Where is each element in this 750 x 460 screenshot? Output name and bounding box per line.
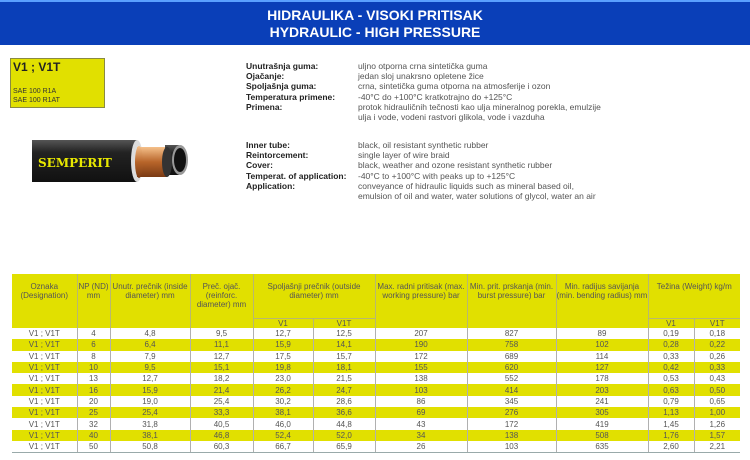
- table-cell: 11,1: [190, 339, 253, 350]
- table-cell: 6: [77, 339, 110, 350]
- table-cell: 155: [375, 362, 467, 373]
- table-cell: V1 ; V1T: [28, 329, 60, 339]
- col-weight: Težina (Weight) kg/m: [648, 274, 740, 318]
- spec-label: Reintorcement:: [246, 150, 309, 161]
- table-cell: 0,18: [694, 328, 740, 339]
- spec-label: Temperatura primene:: [246, 91, 336, 102]
- table-cell: 34: [375, 430, 467, 441]
- table-cell: 190: [375, 339, 467, 350]
- table-cell: 635: [556, 441, 648, 453]
- table-cell: 13: [77, 373, 110, 384]
- table-row: [12, 418, 740, 429]
- table-cell: 1,13: [648, 407, 694, 418]
- table-cell: 60,3: [190, 441, 253, 453]
- col-outside-diameter: Spoljašnji prečnik (outside diameter) mm: [253, 274, 375, 318]
- table-cell: 24,7: [313, 384, 375, 395]
- table-cell: 103: [375, 384, 467, 395]
- spec-row: [246, 61, 608, 71]
- table-cell: 38,1: [110, 430, 190, 441]
- spec-row: [246, 140, 608, 150]
- table-cell: 758: [467, 339, 556, 350]
- spec-value: uljno otporna crna sintetička guma: [358, 61, 488, 71]
- table-cell: 12,7: [190, 351, 253, 362]
- table-cell: 50: [77, 441, 110, 453]
- table-cell: 69: [375, 407, 467, 418]
- table-cell: 0,43: [694, 373, 740, 384]
- title-serbian: HIDRAULIKA - VISOKI PRITISAK: [267, 7, 483, 23]
- table-cell: V1 ; V1T: [28, 396, 60, 406]
- spec-row: [246, 71, 608, 81]
- table-cell: 689: [467, 351, 556, 362]
- table-cell: 25,4: [190, 396, 253, 407]
- table-cell: 127: [556, 362, 648, 373]
- table-cell: 0,26: [694, 351, 740, 362]
- subcol-od-v1: V1: [253, 318, 313, 328]
- table-cell: 12,7: [253, 328, 313, 339]
- table-cell: 12,7: [110, 373, 190, 384]
- table-cell: 10: [77, 362, 110, 373]
- table-cell: 276: [467, 407, 556, 418]
- table-cell: 419: [556, 418, 648, 429]
- table-cell: 305: [556, 407, 648, 418]
- table-cell: 43: [375, 418, 467, 429]
- table-cell: 241: [556, 396, 648, 407]
- table-cell: 89: [556, 328, 648, 339]
- table-cell: 15,9: [110, 384, 190, 395]
- table-cell: V1 ; V1T: [12, 384, 77, 395]
- table-cell: 414: [467, 384, 556, 395]
- table-cell: 102: [556, 339, 648, 350]
- table-cell: 0,65: [694, 396, 740, 407]
- subcol-weight-v1: V1: [648, 318, 694, 328]
- table-cell: 138: [375, 373, 467, 384]
- table-cell: 6,4: [110, 339, 190, 350]
- table-cell: 4: [77, 328, 110, 339]
- table-cell: 26,2: [253, 384, 313, 395]
- table-cell: 20: [77, 396, 110, 407]
- table-cell: 52,4: [253, 430, 313, 441]
- spec-row: [246, 92, 608, 102]
- table-row: [12, 328, 740, 339]
- table-cell: 15,9: [253, 339, 313, 350]
- spec-value: single layer of wire braid: [358, 150, 450, 161]
- col-min-bending-radius: Min. radijus savijanja (min. bending radius) mm: [556, 274, 648, 328]
- table-cell: V1 ; V1T: [12, 407, 77, 418]
- table-cell: 36,6: [313, 407, 375, 418]
- col-nominal-diameter: NP (ND) mm: [77, 274, 110, 328]
- table-cell: 1,57: [694, 430, 740, 441]
- table-cell: V1 ; V1T: [12, 430, 77, 441]
- table-cell: 4,8: [110, 328, 190, 339]
- table-cell: 0,33: [694, 362, 740, 373]
- table-cell: 44,8: [313, 418, 375, 429]
- table-cell: 620: [467, 362, 556, 373]
- table-cell: 9,5: [110, 362, 190, 373]
- table-cell: 1,45: [648, 418, 694, 429]
- table-cell: 19,8: [253, 362, 313, 373]
- spec-value: -40°C to +100°C with peaks up to +125°C: [358, 170, 516, 181]
- table-cell: 0,19: [648, 328, 694, 339]
- col-min-burst-pressure: Min. prit. prskanja (min. burst pressure) bar: [467, 274, 556, 328]
- table-cell: 114: [556, 351, 648, 362]
- subcol-od-v1t: V1T: [313, 318, 375, 328]
- table-cell: 2,60: [648, 441, 694, 453]
- table-cell: 65,9: [313, 441, 375, 453]
- table-cell: 552: [467, 373, 556, 384]
- table-cell: 46,8: [190, 430, 253, 441]
- table-cell: 21,4: [190, 384, 253, 395]
- standard: SAE 100 R1AT: [13, 97, 60, 104]
- table-cell: 0,53: [648, 373, 694, 384]
- spec-label: Inner tube:: [246, 140, 290, 150]
- table-cell: 46,0: [253, 418, 313, 429]
- specs-serbian: [246, 61, 608, 122]
- table-cell: V1 ; V1T: [12, 339, 77, 350]
- spec-value: black, weather and ozone resistant synthetic rubber: [358, 160, 553, 171]
- table-cell: 15,1: [190, 362, 253, 373]
- table-cell: V1 ; V1T: [28, 419, 60, 429]
- spec-value: crna, sintetička guma otporna na atmosferije i ozon: [358, 81, 551, 92]
- table-cell: 30,2: [253, 396, 313, 407]
- spec-row: [246, 102, 608, 122]
- table-cell: 25,4: [110, 407, 190, 418]
- table-cell: 172: [467, 418, 556, 429]
- table-cell: 508: [556, 430, 648, 441]
- table-cell: 66,7: [253, 441, 313, 453]
- table-cell: 1,76: [648, 430, 694, 441]
- table-cell: 16: [77, 384, 110, 395]
- table-cell: V1 ; V1T: [28, 374, 60, 384]
- table-row: [12, 430, 740, 441]
- spec-value: black, oil resistant synthetic rubber: [358, 140, 489, 150]
- spec-label: Spoljašnja guma:: [246, 81, 317, 92]
- table-cell: 15,7: [313, 351, 375, 362]
- product-code: V1 ; V1T: [13, 60, 61, 74]
- subcol-weight-v1t: V1T: [694, 318, 740, 328]
- hose-image: [20, 130, 190, 190]
- table-cell: 18,1: [313, 362, 375, 373]
- spec-row: [246, 150, 608, 160]
- spec-row: [246, 171, 608, 181]
- table-cell: 0,22: [694, 339, 740, 350]
- table-row: [12, 407, 740, 418]
- spec-label: Temperat. of application:: [246, 170, 347, 181]
- spec-label: Ojačanje:: [246, 71, 285, 82]
- table-cell: 0,42: [648, 362, 694, 373]
- table-cell: 207: [375, 328, 467, 339]
- table-cell: 40: [77, 430, 110, 441]
- spec-row: [246, 181, 608, 201]
- table-cell: 345: [467, 396, 556, 407]
- table-cell: 172: [375, 351, 467, 362]
- table-cell: 40,5: [190, 418, 253, 429]
- table-cell: 8: [77, 351, 110, 362]
- col-max-working-pressure: Max. radni pritisak (max. working pressure) bar: [375, 274, 467, 328]
- table-cell: 23,0: [253, 373, 313, 384]
- spec-label: Application:: [246, 180, 296, 191]
- table-cell: 138: [467, 430, 556, 441]
- specs-english: [246, 140, 608, 201]
- table-cell: 12,5: [313, 328, 375, 339]
- spec-value: conveyance of hidraulic liquids such as mineral based oil, emulsion of oil and water, water solutions of glycol, water an air: [358, 180, 596, 202]
- table-cell: 25: [77, 407, 110, 418]
- product-code-box: [10, 58, 105, 108]
- table-row: [12, 339, 740, 350]
- table-cell: 21,5: [313, 373, 375, 384]
- table-cell: 203: [556, 384, 648, 395]
- table-cell: 28,6: [313, 396, 375, 407]
- standard: SAE 100 R1A: [13, 88, 57, 95]
- table-cell: 0,33: [648, 351, 694, 362]
- table-row: [12, 384, 740, 395]
- table-cell: 50,8: [110, 441, 190, 453]
- table-row: [12, 362, 740, 373]
- table-cell: V1 ; V1T: [12, 441, 77, 453]
- table-cell: 26: [375, 441, 467, 453]
- table-row: [12, 351, 740, 362]
- table-row: [12, 373, 740, 384]
- table-cell: 827: [467, 328, 556, 339]
- table-cell: 0,79: [648, 396, 694, 407]
- spec-row: [246, 81, 608, 91]
- spec-label: Cover:: [246, 160, 273, 171]
- spec-row: [246, 160, 608, 170]
- spec-value: -40°C do +100°C kratkotrajno do +125°C: [358, 91, 513, 102]
- brand-logo: SEMPERIT: [38, 156, 112, 170]
- table-cell: V1 ; V1T: [28, 351, 60, 361]
- table-cell: 103: [467, 441, 556, 453]
- table-cell: 0,63: [648, 384, 694, 395]
- table-cell: 31,8: [110, 418, 190, 429]
- table-cell: V1 ; V1T: [12, 362, 77, 373]
- table-cell: 7,9: [110, 351, 190, 362]
- table-cell: 38,1: [253, 407, 313, 418]
- specs-table: [12, 274, 740, 453]
- table-cell: 9,5: [190, 328, 253, 339]
- table-cell: 33,3: [190, 407, 253, 418]
- table-cell: 19,0: [110, 396, 190, 407]
- table-cell: 32: [77, 418, 110, 429]
- col-reinforcement-diameter: Preč. ojač. (reinforc. diameter) mm: [190, 274, 253, 328]
- table-cell: 0,50: [694, 384, 740, 395]
- table-cell: 0,28: [648, 339, 694, 350]
- table-cell: 52,0: [313, 430, 375, 441]
- table-cell: 2,21: [694, 441, 740, 453]
- table-cell: 86: [375, 396, 467, 407]
- title-english: HYDRAULIC - HIGH PRESSURE: [269, 24, 481, 40]
- title-banner: [0, 0, 750, 45]
- spec-value: protok hidrauličnih tečnosti kao ulja mineralnog porekla, emulzije ulja i vode, vodeni rastvori glikola, vode i vazduha: [358, 101, 601, 123]
- spec-label: Primena:: [246, 101, 283, 112]
- table-cell: 1,00: [694, 407, 740, 418]
- spec-value: jedan sloj unakrsno opletene žice: [358, 71, 484, 82]
- spec-label: Unutrašnja guma:: [246, 61, 319, 71]
- table-cell: 17,5: [253, 351, 313, 362]
- table-cell: 14,1: [313, 339, 375, 350]
- table-row: [12, 396, 740, 407]
- col-designation: Oznaka (Designation): [12, 274, 77, 328]
- table-cell: 18,2: [190, 373, 253, 384]
- col-inside-diameter: Unutr. prečnik (inside diameter) mm: [110, 274, 190, 328]
- table-cell: 1,26: [694, 418, 740, 429]
- table-cell: 178: [556, 373, 648, 384]
- table-row: [12, 441, 740, 453]
